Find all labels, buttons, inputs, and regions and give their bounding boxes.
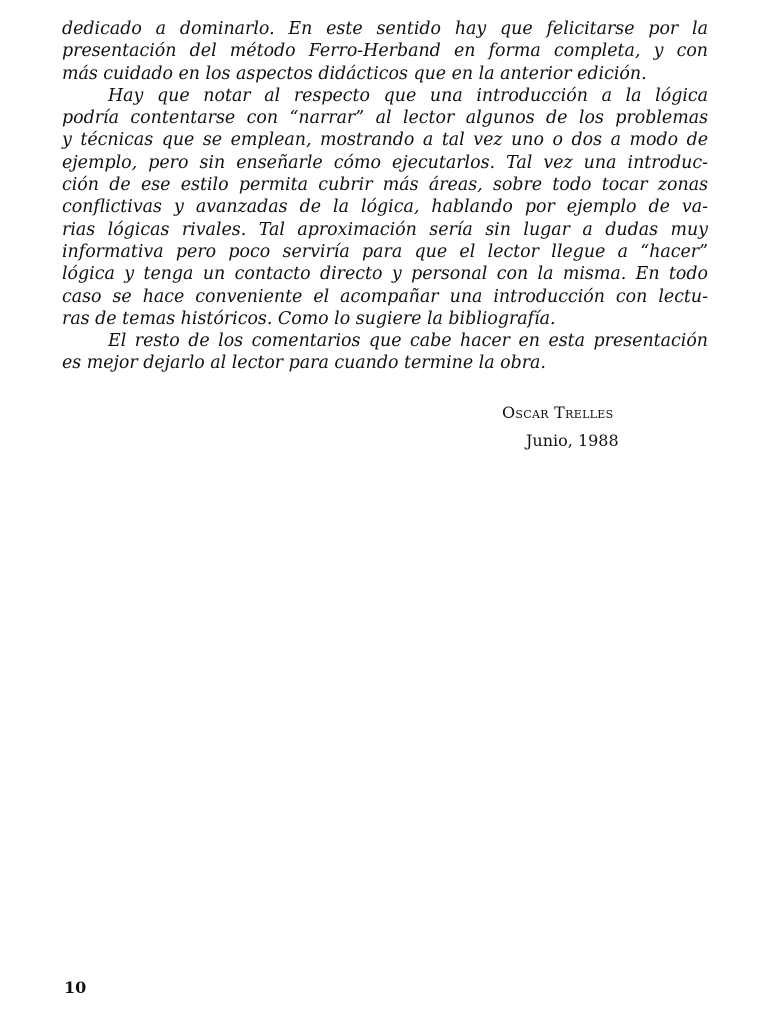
text-line: ras de temas históricos. Como lo sugiere la bibliografía. [62, 308, 556, 329]
text-line: informativa pero poco serviría para que el lector llegue a “hacer” [62, 241, 708, 262]
signature-date: Junio, 1988 [526, 431, 619, 450]
author-name: Oscar Trelles [502, 403, 614, 422]
text-line: y técnicas que se emplean, mostrando a tal vez uno o dos a modo de [62, 130, 708, 151]
text-line: más cuidado en los aspectos didácticos que en la anterior edición. [62, 63, 647, 84]
page-number: 10 [64, 978, 87, 997]
text-line: caso se hace conveniente el acompañar una introducción con lectu- [62, 286, 708, 307]
body-text [62, 18, 708, 375]
text-line: El resto de los comentarios que cabe hacer en esta presentación [108, 331, 708, 352]
text-line: ejemplo, pero sin enseñarle cómo ejecutarlos. Tal vez una introduc- [62, 152, 708, 173]
signature-block [502, 399, 702, 455]
text-line: Hay que notar al respecto que una introducción a la lógica [108, 85, 708, 106]
text-line: lógica y tenga un contacto directo y personal con la misma. En todo [62, 264, 708, 285]
text-line: podría contentarse con “narrar” al lector algunos de los problemas [62, 108, 708, 129]
text-line: rias lógicas rivales. Tal aproximación sería sin lugar a dudas muy [62, 219, 708, 240]
text-line: ción de ese estilo permita cubrir más áreas, sobre todo tocar zonas [62, 175, 708, 196]
paragraph-1 [62, 18, 708, 85]
paragraph-3 [62, 330, 708, 375]
text-line: es mejor dejarlo al lector para cuando termine la obra. [62, 353, 546, 374]
text-line: conflictivas y avanzadas de la lógica, hablando por ejemplo de va- [62, 197, 708, 218]
text-line: presentación del método Ferro-Herband en forma completa, y con [62, 41, 708, 62]
text-line: dedicado a dominarlo. En este sentido hay que felicitarse por la [62, 19, 708, 39]
paragraph-2 [62, 85, 708, 330]
